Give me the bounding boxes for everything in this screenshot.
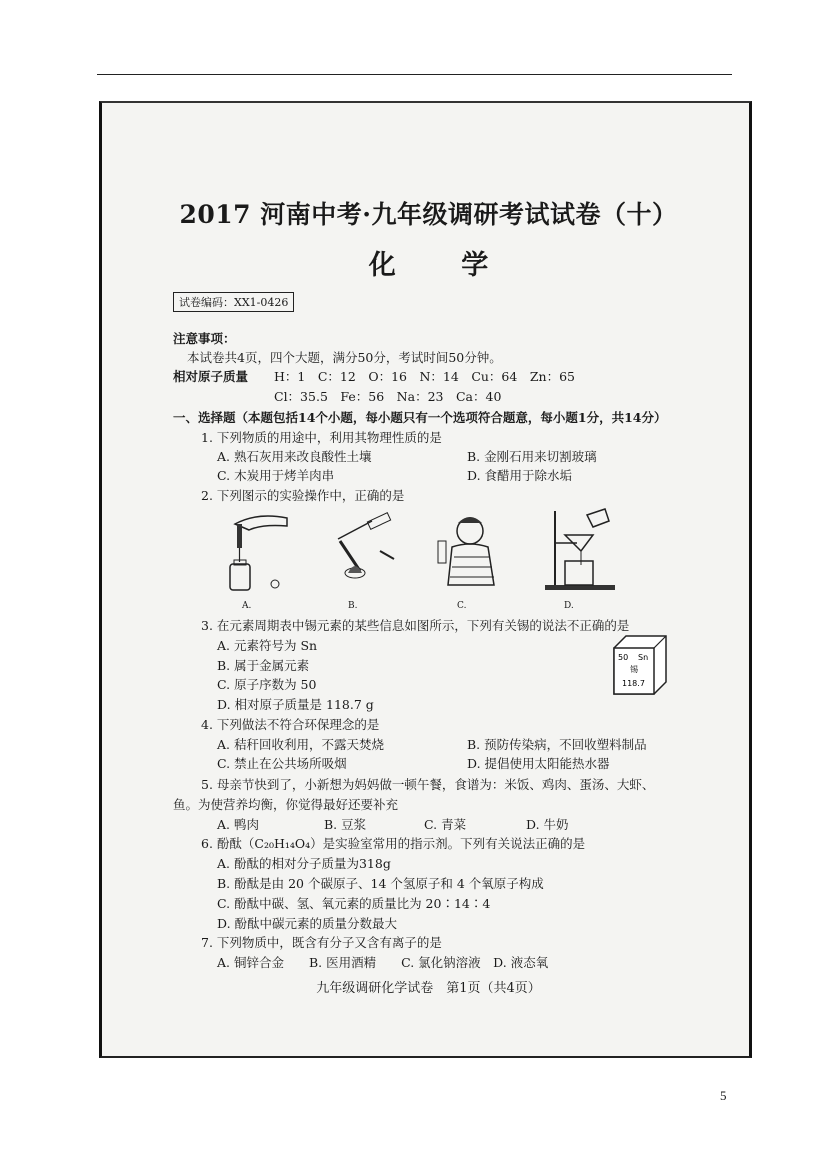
q5-stem-line-2: 鱼。为使营养均衡，你觉得最好还要补充 — [173, 797, 399, 812]
q4-option-a: A. 秸秆回收利用，不露天焚烧 — [217, 737, 384, 752]
q7-stem: 7. 下列物质中，既含有分子又含有离子的是 — [201, 935, 442, 950]
q6-option-d: D. 酚酞中碳元素的质量分数最大 — [217, 916, 398, 931]
atomic-mass-line-2: Cl：35.5 Fe：56 Na：23 Ca：40 — [274, 389, 502, 404]
exam-footer: 九年级调研化学试卷 第1页（共4页） — [316, 981, 541, 996]
q1-option-c: C. 木炭用于烤羊肉串 — [217, 468, 335, 483]
test-tube-heating-illustration — [330, 511, 410, 591]
q5-stem-line-1: 5. 母亲节快到了，小新想为妈妈做一顿午餐，食谱为：米饭、鸡肉、蛋汤、大虾、 — [201, 777, 655, 792]
q2-label-a: A. — [242, 601, 252, 611]
q5-option-c: C. 青菜 — [424, 817, 467, 832]
q2-label-c: C. — [457, 601, 467, 611]
tin-symbol: Sn — [638, 653, 649, 662]
q2-label-d: D. — [564, 601, 574, 611]
q3-option-c: C. 原子序数为 50 — [217, 677, 317, 692]
exam-subject: 化 学 — [368, 250, 517, 281]
tin-atomic-number: 50 — [618, 653, 629, 662]
dropper-illustration — [227, 506, 297, 596]
q1-option-b: B. 金刚石用来切割玻璃 — [467, 449, 597, 464]
q6-option-c: C. 酚酞中碳、氢、氧元素的质量比为 20∶14∶4 — [217, 896, 491, 911]
q1-option-d: D. 食醋用于除水垢 — [467, 468, 573, 483]
notice-heading: 注意事项： — [173, 331, 236, 346]
q4-option-d: D. 提倡使用太阳能热水器 — [467, 756, 610, 771]
q2-label-b: B. — [348, 601, 358, 611]
q6-stem: 6. 酚酞（C₂₀H₁₄O₄）是实验室常用的指示剂。下列有关说法正确的是 — [201, 836, 586, 851]
page-number: 5 — [720, 1088, 727, 1103]
tin-element-cell — [610, 634, 668, 698]
q3-option-d: D. 相对原子质量是 118.7 g — [217, 697, 374, 712]
q5-option-a: A. 鸭肉 — [217, 817, 259, 832]
q4-option-b: B. 预防传染病，不回收塑料制品 — [467, 737, 647, 752]
student-smelling-illustration — [432, 513, 507, 593]
tin-name: 锡 — [630, 665, 638, 674]
exam-title: 2017 河南中考·九年级调研考试试卷（十） — [179, 200, 678, 229]
filtration-illustration — [537, 503, 627, 595]
q4-option-c: C. 禁止在公共场所吸烟 — [217, 756, 347, 771]
q2-stem: 2. 下列图示的实验操作中，正确的是 — [201, 488, 405, 503]
q1-stem: 1. 下列物质的用途中，利用其物理性质的是 — [201, 430, 442, 445]
q4-stem: 4. 下列做法不符合环保理念的是 — [201, 717, 380, 732]
q3-option-a: A. 元素符号为 Sn — [217, 638, 318, 653]
q3-stem: 3. 在元素周期表中锡元素的某些信息如图所示，下列有关锡的说法不正确的是 — [201, 618, 630, 633]
q5-option-d: D. 牛奶 — [526, 817, 569, 832]
q7-options: A. 铜锌合金 B. 医用酒精 C. 氯化钠溶液 D. 液态氧 — [217, 955, 549, 970]
q6-option-b: B. 酚酞是由 20 个碳原子、14 个氢原子和 4 个氧原子构成 — [217, 876, 544, 891]
scanned-exam-page — [99, 101, 752, 1058]
section-1-heading: 一、选择题（本题包括14个小题，每小题只有一个选项符合题意，每小题1分，共14分） — [173, 410, 667, 425]
atomic-mass-line-1: H：1 C：12 O：16 N：14 Cu：64 Zn：65 — [274, 369, 575, 384]
q6-option-a: A. 酚酞的相对分子质量为318g — [217, 856, 391, 871]
notice-body: 本试卷共4页，四个大题，满分50分，考试时间50分钟。 — [187, 350, 502, 365]
atomic-mass-label: 相对原子质量 — [173, 369, 249, 384]
q5-option-b: B. 豆浆 — [324, 817, 367, 832]
q3-option-b: B. 属于金属元素 — [217, 658, 310, 673]
tin-atomic-mass: 118.7 — [622, 679, 645, 688]
paper-code: 试卷编码：XX1-0426 — [173, 292, 294, 312]
q1-option-a: A. 熟石灰用来改良酸性土壤 — [217, 449, 372, 464]
top-rule — [97, 74, 732, 75]
